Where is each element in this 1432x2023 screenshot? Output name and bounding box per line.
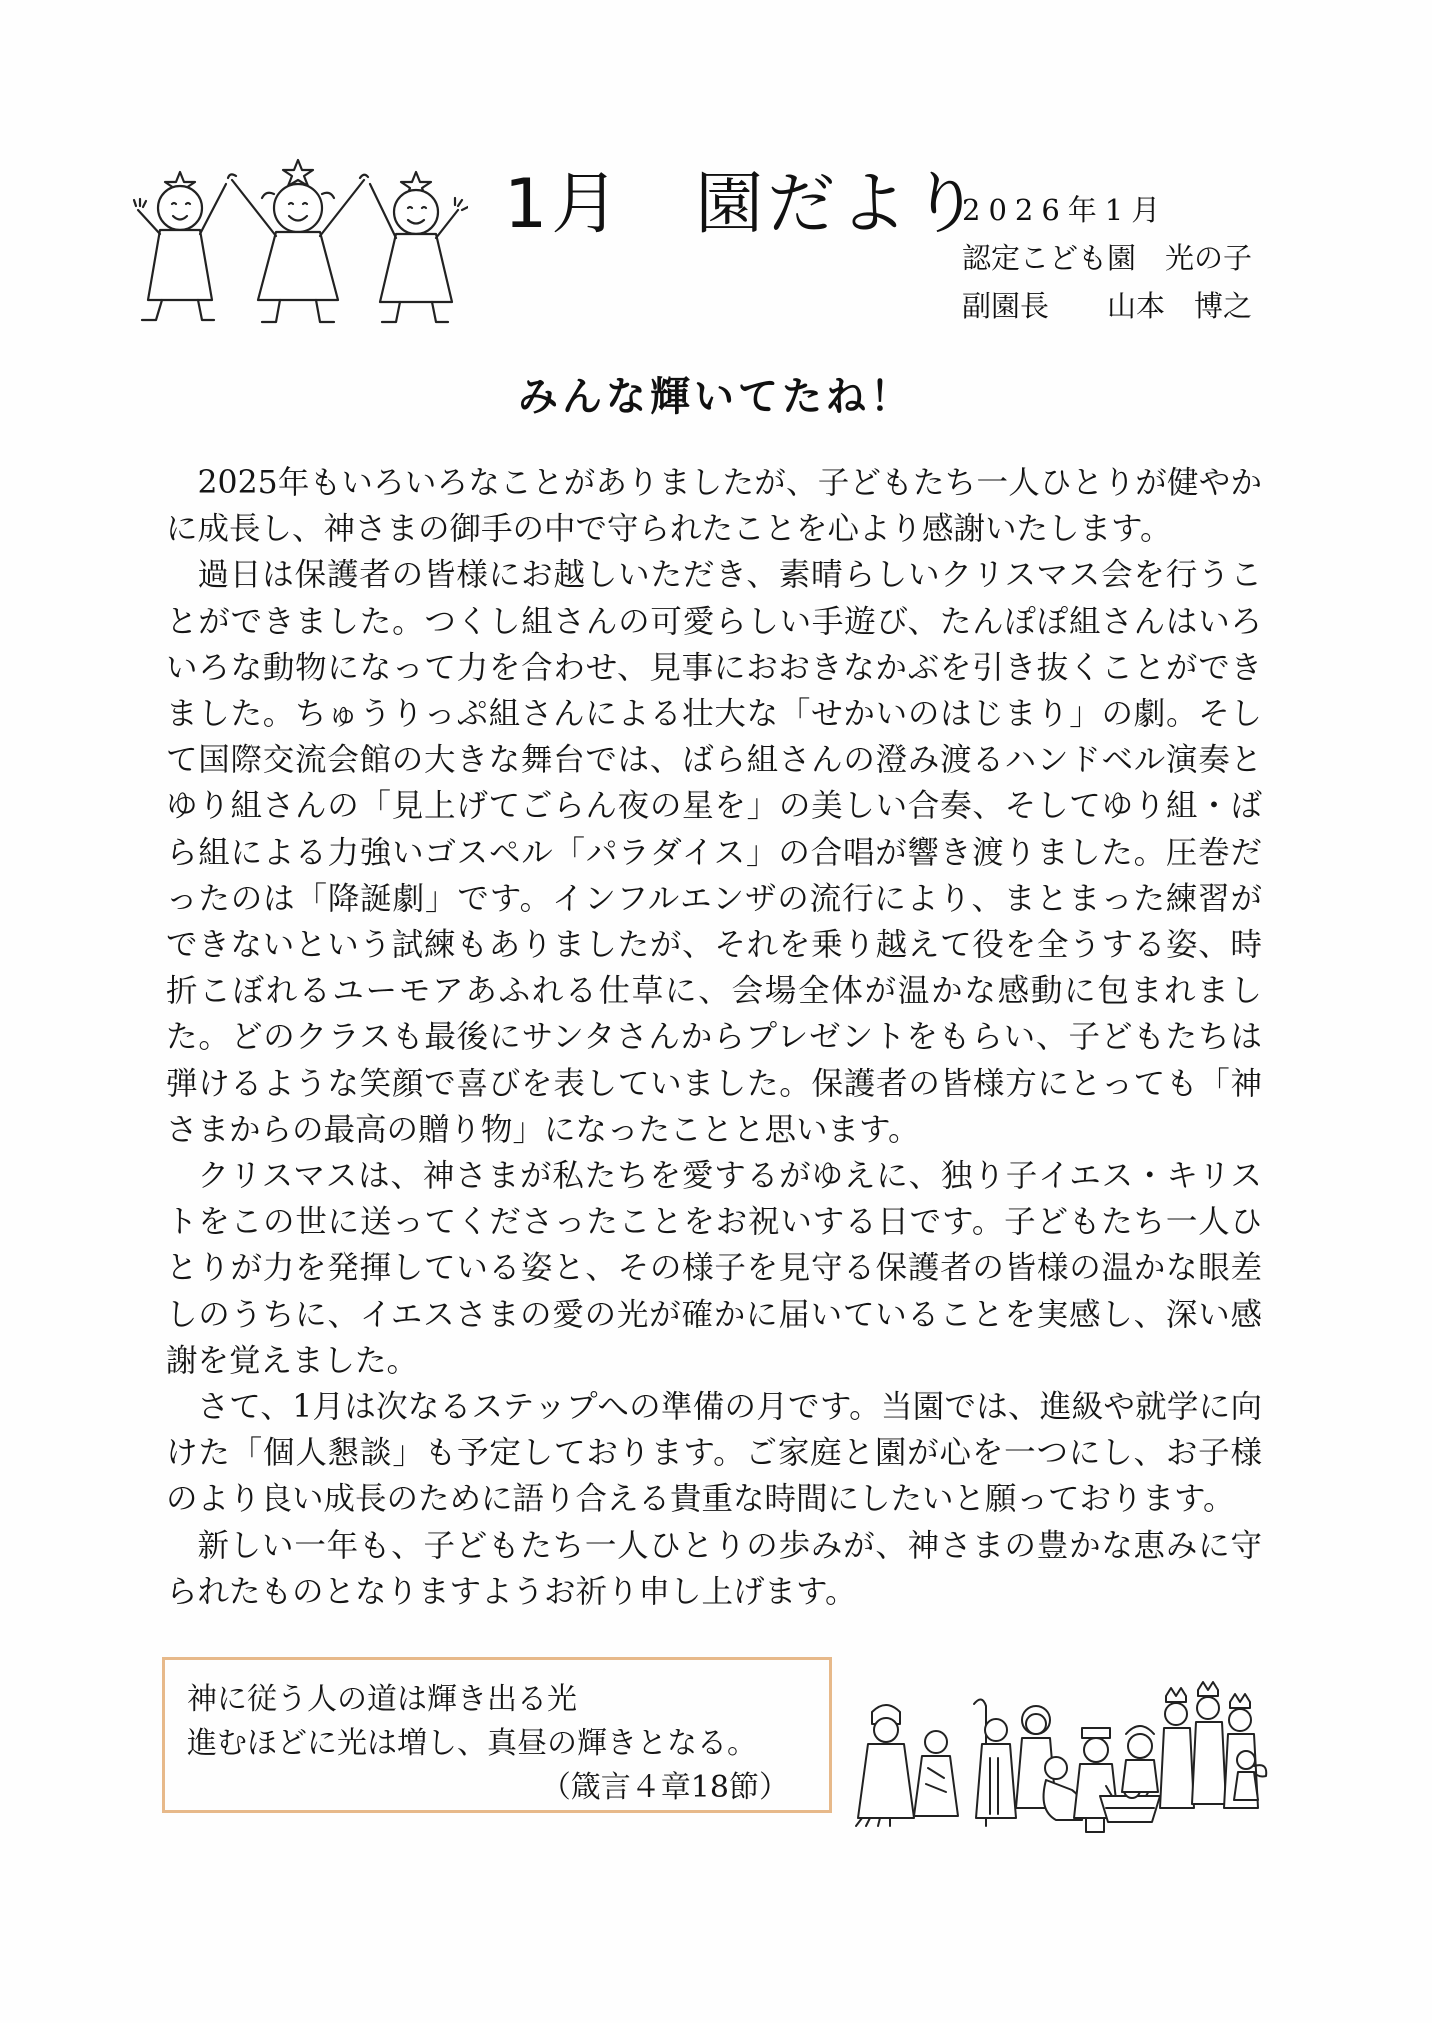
paragraph: 新しい一年も、子どもたち一人ひとりの歩みが、神さまの豊かな恵みに守られたものとなりますようお祈り申し上げます。 [166, 1527, 1262, 1610]
issue-meta [962, 186, 1252, 330]
nativity-children-icon [850, 1668, 1270, 1838]
children-holding-hands-icon [128, 150, 468, 330]
article-headline: みんな輝いてたね！ [518, 374, 914, 420]
paragraph: さて、1月は次なるステップへの準備の月です。当園では、進級や就学に向けた「個人懇談」も予定しております。ご家庭と園が心を一つにし、お子様のより良い成長のために語り合える貴重な時間にしたいと願っております。 [166, 1389, 1262, 1518]
paragraph: クリスマスは、神さまが私たちを愛するがゆえに、独り子イエス・キリストをこの世に送ってくださったことをお祝いする日です。子どもたち一人ひとりが力を発揮している姿と、その様子を見守る保護者の皆様の温かな眼差しのうちに、イエスさまの愛の光が確かに届いていることを実感し、深い感謝を覚えました。 [166, 1158, 1262, 1379]
paragraph: 過日は保護者の皆様にお越しいただき、素晴らしいクリスマス会を行うことができました。つくし組さんの可愛らしい手遊び、たんぽぽ組さんはいろいろな動物になって力を合わせ、見事におおきなかぶを引き抜くことができました。ちゅうりっぷ組さんによる壮大な「せかいのはじまり」の劇。そして国際交流会館の大きな舞台では、ばら組さんの澄み渡るハンドベル演奏とゆり組さんの「見上げてごらん夜の星を」の美しい合奏、そしてゆり組・ばら組による力強いゴスペル「パラダイス」の合唱が響き渡りました。圧巻だったのは「降誕劇」です。インフルエンザの流行により、まとまった練習ができないという試練もありましたが、それを乗り越えて役を全うする姿、時折こぼれるユーモアあふれる仕草に、会場全体が温かな感動に包まれました。どのクラスも最後にサンタさんからプレゼントをもらい、子どもたちは弾けるような笑顔で喜びを表していました。保護者の皆様方にとっても「神さまからの最高の贈り物」になったことと思います。 [166, 557, 1262, 1148]
paragraph: 2025年もいろいろなことがありましたが、子どもたち一人ひとりが健やかに成長し、神さまの御手の中で守られたことを心より感謝いたします。 [166, 465, 1262, 548]
article-body [166, 460, 1262, 1615]
organization-name: 認定こども園 光の子 [962, 241, 1253, 275]
author-name: 副園長 山本 博之 [962, 289, 1253, 323]
scripture-verse-box [162, 1657, 832, 1813]
issue-date: 2026年1月 [962, 193, 1169, 227]
page-title: 1月 園だより [504, 165, 984, 244]
verse-line: 進むほどに光は増し、真昼の輝きとなる。 [187, 1726, 757, 1761]
verse-line: 神に従う人の道は輝き出る光 [187, 1682, 577, 1717]
verse-citation: （箴言４章18節） [540, 1770, 789, 1805]
